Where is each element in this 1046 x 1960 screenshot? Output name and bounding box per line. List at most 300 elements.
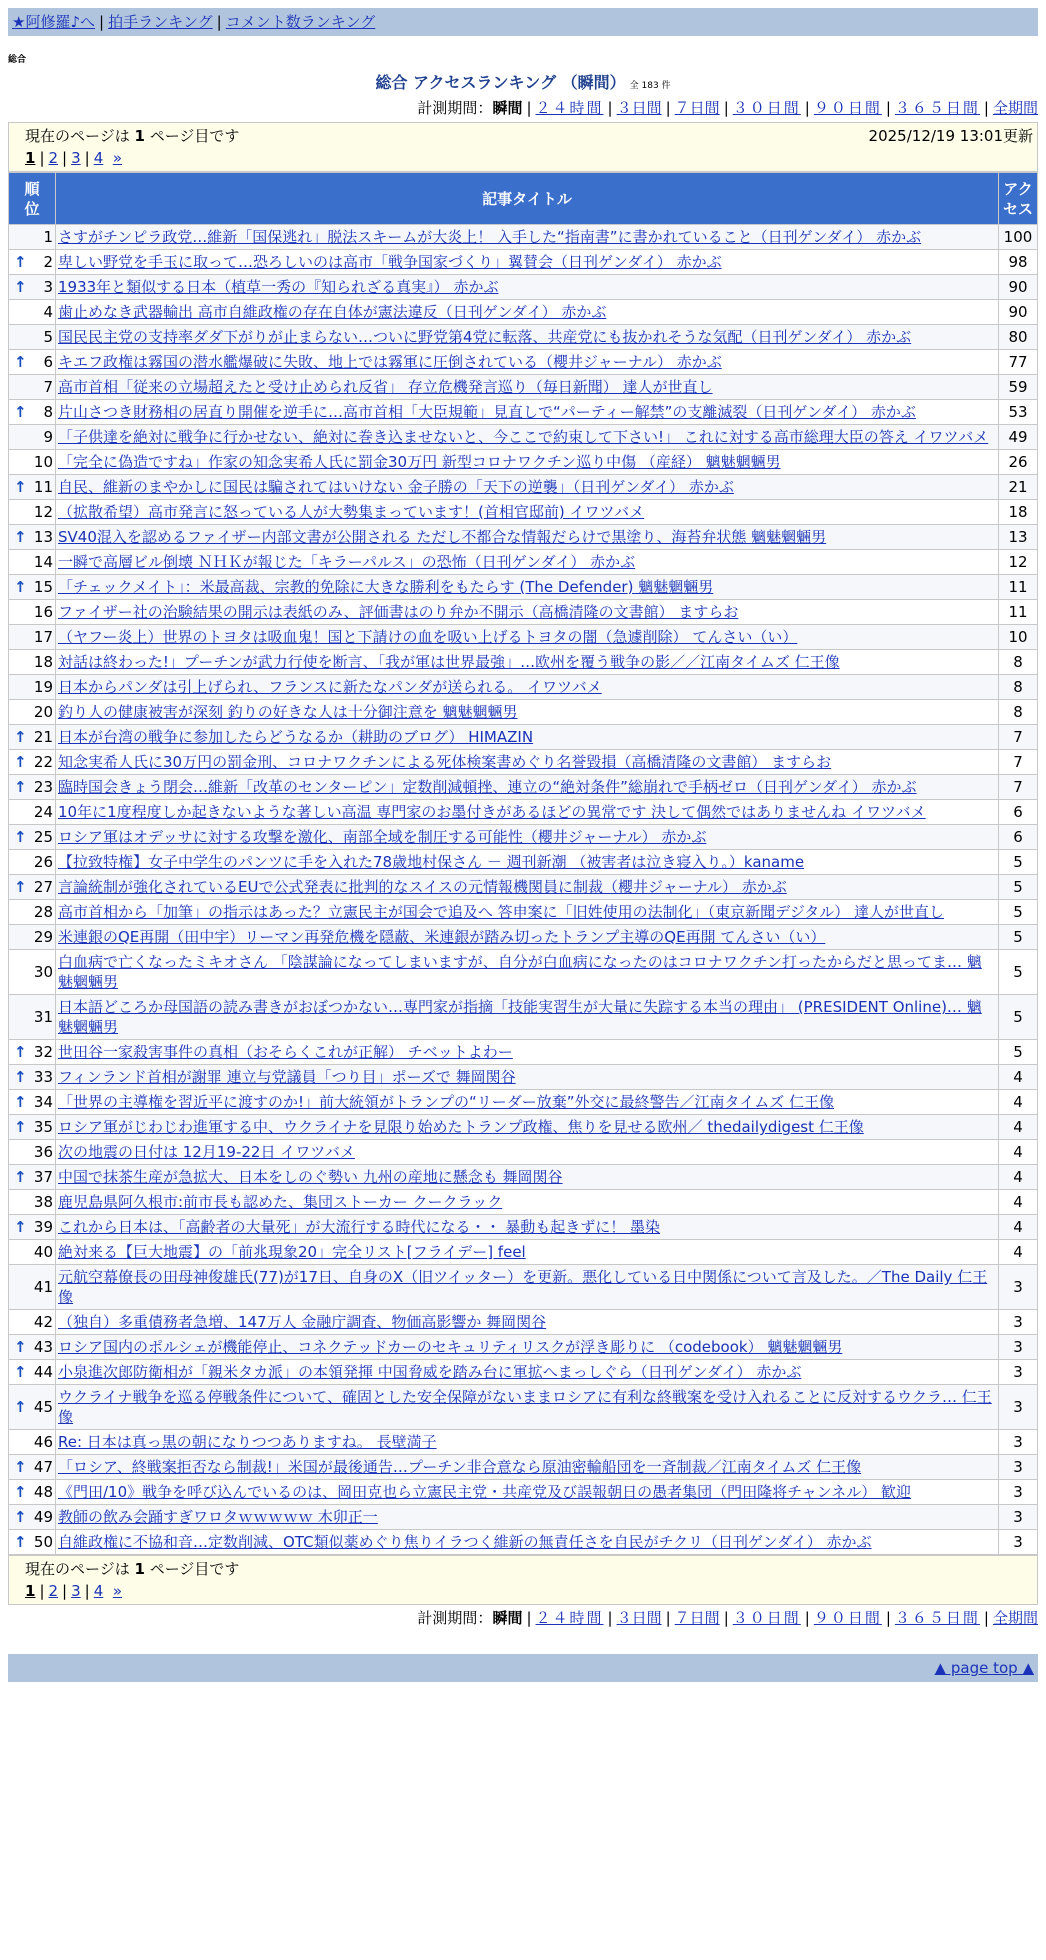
article-title-link[interactable]: 国民民主党の支持率ダダ下がりが止まらない…ついに野党第4党に転落、共産党にも抜かれそうな気配（日刊ゲンダイ） 赤かぶ xyxy=(58,328,912,346)
table-row xyxy=(9,725,1038,750)
article-title-link[interactable]: 自民、維新のまやかしに国民は騙されてはいけない 金子勝の「天下の逆襲」（日刊ゲンダイ） 赤かぶ xyxy=(58,478,734,496)
article-title-link[interactable]: Re: 日本は真っ黒の朝になりつつありますね。 長壁満子 xyxy=(58,1433,437,1451)
page-status-pre: 現在のページは xyxy=(25,127,135,145)
header-access: アクセス xyxy=(999,173,1038,225)
rank-number: 8 xyxy=(43,403,53,421)
rank-cell xyxy=(9,1385,56,1430)
article-title-link[interactable]: 白血病で亡くなったミキオさん 「陰謀論になってしまいますが、自分が白血病になったのはコロナワクチン打ったからだと思ってま… 魑魅魍魎男 xyxy=(58,953,982,991)
pager-top: 現在のページは 1 ページ目です 2025/12/19 13:01更新 1 | 2 | 3 | 4 » xyxy=(8,122,1038,172)
rank-number: 12 xyxy=(33,503,53,521)
table-row xyxy=(9,700,1038,725)
article-title-link[interactable]: ロシア軍はオデッサに対する攻撃を激化、南部全域を制圧する可能性（櫻井ジャーナル） 赤かぶ xyxy=(58,828,707,846)
rank-number: 30 xyxy=(33,963,53,981)
page-status-pre-bottom: 現在のページは xyxy=(25,1560,135,1578)
article-title-link[interactable]: ロシア軍がじわじわ進軍する中、ウクライナを見限り始めたトランプ政権、焦りを見せる欧州／ thedailydigest 仁王像 xyxy=(58,1118,864,1136)
article-title-link[interactable]: 日本が台湾の戦争に参加したらどうなるか（耕助のブログ） HIMAZIN xyxy=(58,728,534,746)
rank-number: 23 xyxy=(33,778,53,796)
period-all-link[interactable]: 全期間 xyxy=(992,99,1038,117)
table-row xyxy=(9,225,1038,250)
access-count: 5 xyxy=(999,900,1038,925)
article-title-link[interactable]: 卑しい野党を手玉に取って…恐ろしいのは高市「戦争国家づくり」翼賛会（日刊ゲンダイ） 赤かぶ xyxy=(58,253,722,271)
article-title-link[interactable]: 「子供達を絶対に戦争に行かせない、絶対に巻き込ませないと、今ここで約束して下さい!」 これに対する高市総理大臣の答え イワツバメ xyxy=(58,428,989,446)
article-title-link[interactable]: 日本からパンダは引上げられ、フランスに新たなパンダが送られる。 イワツバメ xyxy=(58,678,602,696)
rank-number: 43 xyxy=(33,1338,53,1356)
article-title-link[interactable]: 自維政権に不協和音…定数削減、OTC類似薬めぐり焦りイラつく維新の無責任さを自民がチクリ（日刊ゲンダイ） 赤かぶ xyxy=(58,1533,872,1551)
title-cell xyxy=(56,950,999,995)
page-top-link[interactable]: ▲ page top ▲ xyxy=(934,1659,1034,1677)
pager-bottom: 現在のページは 1 ページ目です 1 | 2 | 3 | 4 » xyxy=(8,1555,1038,1605)
title-cell xyxy=(56,400,999,425)
article-title-link[interactable]: 絶対来る【巨大地震】の「前兆現象20」完全リスト[フライデー] feel xyxy=(58,1243,526,1261)
table-row xyxy=(9,1360,1038,1385)
article-title-link[interactable]: これから日本は、「高齢者の大量死」が大流行する時代になる・・ 暴動も起きずに！ 墨染 xyxy=(58,1218,661,1236)
title-cell xyxy=(56,500,999,525)
title-cell xyxy=(56,825,999,850)
rank-cell xyxy=(9,900,56,925)
period-current-bottom: 瞬間 xyxy=(492,1609,523,1627)
rank-cell xyxy=(9,1090,56,1115)
rank-cell xyxy=(9,425,56,450)
title-cell xyxy=(56,1360,999,1385)
access-count: 3 xyxy=(999,1385,1038,1430)
article-title-link[interactable]: ロシア国内のポルシェが機能停止、コネクテッドカーのセキュリティリスクが浮き彫りに （codebook） 魑魅魍魎男 xyxy=(58,1338,843,1356)
header-rank: 順位 xyxy=(9,173,56,225)
period-3d-link[interactable]: ３日間 xyxy=(616,99,662,117)
rank-cell xyxy=(9,875,56,900)
title-cell xyxy=(56,1265,999,1310)
rank-cell xyxy=(9,1310,56,1335)
page-link-3[interactable]: 3 xyxy=(71,149,81,167)
access-count: 53 xyxy=(999,400,1038,425)
article-title-link[interactable]: SV40混入を認めるファイザー内部文書が公開される ただし不都合な情報だらけで黒塗り、海苔弁状態 魑魅魍魎男 xyxy=(58,528,827,546)
article-title-link[interactable]: 歯止めなき武器輸出 高市自維政権の存在自体が憲法違反（日刊ゲンダイ） 赤かぶ xyxy=(58,303,607,321)
rank-number: 9 xyxy=(43,428,53,446)
period-7d-link-bottom[interactable]: ７日間 xyxy=(674,1609,720,1627)
table-row xyxy=(9,425,1038,450)
rank-up-arrow-icon: ↑ xyxy=(14,1363,27,1381)
table-row xyxy=(9,625,1038,650)
table-row xyxy=(9,525,1038,550)
rank-cell xyxy=(9,400,56,425)
title-cell xyxy=(56,1190,999,1215)
article-title-link[interactable]: 「世界の主導権を習近平に渡すのか!」前大統領がトランプの“リーダー放棄”外交に最終警告／江南タイムズ 仁王像 xyxy=(58,1093,835,1111)
title-cell xyxy=(56,1140,999,1165)
rank-number: 34 xyxy=(33,1093,53,1111)
access-count: 5 xyxy=(999,1040,1038,1065)
rank-number: 29 xyxy=(33,928,53,946)
access-count: 4 xyxy=(999,1240,1038,1265)
article-title-link[interactable]: （ヤフー炎上）世界のトヨタは吸血鬼！国と下請けの血を吸い上げるトヨタの闇（急遽削除） てんさい（い） xyxy=(58,628,798,646)
table-row xyxy=(9,1115,1038,1140)
rank-up-arrow-icon: ↑ xyxy=(14,478,27,496)
article-title-link[interactable]: 臨時国会きょう閉会…維新「改革のセンターピン」定数削減頓挫、連立の“絶対条件”総崩れで手柄ゼロ（日刊ゲンダイ） 赤かぶ xyxy=(58,778,917,796)
access-count: 10 xyxy=(999,625,1038,650)
table-row xyxy=(9,1140,1038,1165)
access-count: 98 xyxy=(999,250,1038,275)
table-row xyxy=(9,875,1038,900)
access-count: 3 xyxy=(999,1335,1038,1360)
article-title-link[interactable]: 日本語どころか母国語の読み書きがおぼつかない…専門家が指摘「技能実習生が大量に失踪する本当の理由」 (PRESIDENT Online)… 魑魅魍魎男 xyxy=(58,998,982,1036)
title-cell xyxy=(56,650,999,675)
table-row xyxy=(9,1455,1038,1480)
rank-up-arrow-icon: ↑ xyxy=(14,1168,27,1186)
rank-up-arrow-icon: ↑ xyxy=(14,403,27,421)
article-title-link[interactable]: 中国で抹茶生産が急拡大、日本をしのぐ勢い 九州の産地に懸念も 舞岡関谷 xyxy=(58,1168,563,1186)
title-cell xyxy=(56,1090,999,1115)
access-count: 6 xyxy=(999,800,1038,825)
rank-number: 3 xyxy=(43,278,53,296)
article-title-link[interactable]: 世田谷一家殺害事件の真相（おそらくこれが正解） チベットよわー xyxy=(58,1043,513,1061)
rank-cell xyxy=(9,500,56,525)
rank-cell xyxy=(9,1455,56,1480)
next-page-link-bottom[interactable]: » xyxy=(112,1582,122,1600)
table-row xyxy=(9,950,1038,995)
title-cell xyxy=(56,700,999,725)
access-count: 11 xyxy=(999,575,1038,600)
article-title-link[interactable]: 10年に1度程度しか起きないような著しい高温 専門家のお墨付きがあるほどの異常です 決して偶然ではありませんね イワツバメ xyxy=(58,803,926,821)
access-count: 100 xyxy=(999,225,1038,250)
page-link-2[interactable]: 2 xyxy=(48,149,59,167)
rank-number: 41 xyxy=(33,1278,53,1296)
title-cell xyxy=(56,675,999,700)
rank-number: 18 xyxy=(33,653,53,671)
title-cell xyxy=(56,475,999,500)
period-24h-link-bottom[interactable]: ２４時間 xyxy=(535,1609,604,1627)
access-count: 7 xyxy=(999,750,1038,775)
rank-number: 19 xyxy=(33,678,53,696)
article-title-link[interactable]: 高市首相「従来の立場超えたと受け止められ反省」 存立危機発言巡り（毎日新聞） 達人が世直し xyxy=(58,378,713,396)
access-count: 8 xyxy=(999,675,1038,700)
period-selector: 計測期間：瞬間 | ２４時間 | ３日間 | ７日間 | ３０日間 | ９０日間 | ３６５日間 | 全期間 xyxy=(417,99,1038,117)
access-count: 13 xyxy=(999,525,1038,550)
rank-cell xyxy=(9,475,56,500)
rank-cell xyxy=(9,725,56,750)
rank-number: 10 xyxy=(33,453,53,471)
rank-cell xyxy=(9,825,56,850)
applause-ranking-link[interactable]: 拍手ランキング xyxy=(108,13,213,31)
access-count: 4 xyxy=(999,1190,1038,1215)
page-link-4[interactable]: 4 xyxy=(93,149,104,167)
rank-number: 50 xyxy=(33,1533,53,1551)
table-row xyxy=(9,325,1038,350)
rank-number: 21 xyxy=(33,728,53,746)
title-cell xyxy=(56,995,999,1040)
rank-up-arrow-icon: ↑ xyxy=(14,828,27,846)
rank-up-arrow-icon: ↑ xyxy=(14,878,27,896)
article-title-link[interactable]: 一瞬で高層ビル倒壊 ＮＨＫが報じた「キラーパルス」の恐怖（日刊ゲンダイ） 赤かぶ xyxy=(58,553,636,571)
rank-cell xyxy=(9,850,56,875)
rank-up-arrow-icon: ↑ xyxy=(14,1508,27,1526)
rank-number: 42 xyxy=(33,1313,53,1331)
title-cell xyxy=(56,1335,999,1360)
article-title-link[interactable]: 「完全に偽造ですね」作家の知念実希人氏に罰金30万円 新型コロナワクチン巡り中傷 （産経） 魑魅魍魎男 xyxy=(58,453,781,471)
rank-number: 27 xyxy=(33,878,53,896)
title-cell xyxy=(56,600,999,625)
rank-cell xyxy=(9,925,56,950)
table-row xyxy=(9,650,1038,675)
rank-up-arrow-icon: ↑ xyxy=(14,1338,27,1356)
period-90d-link[interactable]: ９０日間 xyxy=(813,99,882,117)
access-count: 7 xyxy=(999,725,1038,750)
title-cell xyxy=(56,1115,999,1140)
title-cell xyxy=(56,300,999,325)
ranking-table xyxy=(8,172,1038,1555)
article-title-link[interactable]: 《門田/10》戦争を呼び込んでいるのは、岡田克也ら立憲民主党・共産党及び誤報朝日の愚者集団（門田隆将チャンネル） 歓迎 xyxy=(58,1483,912,1501)
total-count: 全 183 件 xyxy=(629,81,671,91)
title-cell xyxy=(56,1065,999,1090)
rank-number: 1 xyxy=(43,228,53,246)
period-30d-link-bottom[interactable]: ３０日間 xyxy=(732,1609,801,1627)
rank-cell xyxy=(9,550,56,575)
title-cell xyxy=(56,625,999,650)
page-link-4-bottom[interactable]: 4 xyxy=(93,1582,104,1600)
rank-cell xyxy=(9,675,56,700)
article-title-link[interactable]: 高市首相から「加筆」の指示はあった？立憲民主が国会で追及へ 答申案に「旧姓使用の法制化」（東京新聞デジタル） 達人が世直し xyxy=(58,903,944,921)
title-cell xyxy=(56,1310,999,1335)
footer-bar xyxy=(8,1654,1038,1682)
table-row xyxy=(9,1165,1038,1190)
access-count: 8 xyxy=(999,700,1038,725)
page-link-2-bottom[interactable]: 2 xyxy=(48,1582,59,1600)
page-status-post: ページ目です xyxy=(144,127,240,145)
rank-up-arrow-icon: ↑ xyxy=(14,1068,27,1086)
title-cell xyxy=(56,850,999,875)
access-count: 4 xyxy=(999,1065,1038,1090)
period-current: 瞬間 xyxy=(492,99,523,117)
title-cell xyxy=(56,1505,999,1530)
access-count: 4 xyxy=(999,1090,1038,1115)
title-cell xyxy=(56,775,999,800)
rank-number: 40 xyxy=(33,1243,53,1261)
rank-cell xyxy=(9,1505,56,1530)
title-cell xyxy=(56,450,999,475)
title-cell xyxy=(56,550,999,575)
table-row xyxy=(9,350,1038,375)
rank-number: 31 xyxy=(33,1008,53,1026)
access-count: 26 xyxy=(999,450,1038,475)
article-title-link[interactable]: 「チェックメイト」：米最高裁、宗教的免除に大きな勝利をもたらす (The Defender) 魑魅魍魎男 xyxy=(58,578,714,596)
title-cell xyxy=(56,1430,999,1455)
article-title-link[interactable]: さすがチンピラ政党…維新「国保逃れ」脱法スキームが大炎上！ 入手した“指南書”に書かれていること（日刊ゲンダイ） 赤かぶ xyxy=(58,228,922,246)
updated-timestamp: 2025/12/19 13:01更新 xyxy=(868,127,1033,145)
access-count: 5 xyxy=(999,950,1038,995)
title-cell xyxy=(56,375,999,400)
rank-number: 44 xyxy=(33,1363,53,1381)
table-row xyxy=(9,775,1038,800)
table-row xyxy=(9,400,1038,425)
rank-cell xyxy=(9,1215,56,1240)
rank-cell xyxy=(9,250,56,275)
rank-cell xyxy=(9,950,56,995)
article-title-link[interactable]: 鹿児島県阿久根市:前市長も認めた、集団ストーカー クークラック xyxy=(58,1193,503,1211)
table-row xyxy=(9,825,1038,850)
access-count: 6 xyxy=(999,825,1038,850)
access-count: 90 xyxy=(999,275,1038,300)
rank-cell xyxy=(9,375,56,400)
period-3d-link-bottom[interactable]: ３日間 xyxy=(616,1609,662,1627)
period-7d-link[interactable]: ７日間 xyxy=(674,99,720,117)
article-title-link[interactable]: フィンランド首相が謝罪 連立与党議員「つり目」ポーズで 舞岡関谷 xyxy=(58,1068,516,1086)
period-90d-link-bottom[interactable]: ９０日間 xyxy=(813,1609,882,1627)
rank-number: 20 xyxy=(33,703,53,721)
table-row xyxy=(9,450,1038,475)
article-title-link[interactable]: 1933年と類似する日本（植草一秀の『知られざる真実』） 赤かぶ xyxy=(58,278,499,296)
rank-number: 46 xyxy=(33,1433,53,1451)
rank-cell xyxy=(9,625,56,650)
article-title-link[interactable]: 次の地震の日付は 12月19-22日 イワツバメ xyxy=(58,1143,355,1161)
table-row xyxy=(9,750,1038,775)
title-cell xyxy=(56,1215,999,1240)
rank-up-arrow-icon: ↑ xyxy=(14,353,27,371)
page-title-text: 総合 アクセスランキング （瞬間） xyxy=(375,73,626,92)
rank-up-arrow-icon: ↑ xyxy=(14,728,27,746)
title-cell xyxy=(56,800,999,825)
period-30d-link[interactable]: ３０日間 xyxy=(732,99,801,117)
access-count: 59 xyxy=(999,375,1038,400)
table-row xyxy=(9,475,1038,500)
asyura-home-link[interactable]: ★阿修羅♪へ xyxy=(12,13,96,31)
article-title-link[interactable]: 【拉致特権】女子中学生のパンツに手を入れた78歳地村保さん － 週刊新潮 （被害者は泣き寝入り。）kaname xyxy=(58,853,805,871)
article-title-link[interactable]: 対話は終わった!」プーチンが武力行使を断言、「我が軍は世界最強」…欧州を覆う戦争の影／／江南タイムズ 仁王像 xyxy=(58,653,840,671)
rank-number: 6 xyxy=(43,353,53,371)
article-title-link[interactable]: 教師の飲み会踊すぎワロタｗｗｗｗｗ 木卯正一 xyxy=(58,1508,378,1526)
title-cell xyxy=(56,525,999,550)
rank-up-arrow-icon: ↑ xyxy=(14,1218,27,1236)
article-title-link[interactable]: キエフ政権は霧国の潜水艦爆破に失敗、地上では霧軍に圧倒されている（櫻井ジャーナル） 赤かぶ xyxy=(58,353,722,371)
rank-cell xyxy=(9,650,56,675)
title-cell xyxy=(56,325,999,350)
article-title-link[interactable]: 「ロシア、終戦案拒否なら制裁!」米国が最後通告…プーチン非合意なら原油密輸船団を一斉制裁／江南タイムズ 仁王像 xyxy=(58,1458,862,1476)
page-link-1-bottom[interactable]: 1 xyxy=(25,1582,36,1600)
table-row xyxy=(9,375,1038,400)
rank-up-arrow-icon: ↑ xyxy=(14,1398,27,1416)
rank-cell xyxy=(9,325,56,350)
table-row xyxy=(9,1090,1038,1115)
rank-up-arrow-icon: ↑ xyxy=(14,1458,27,1476)
rank-up-arrow-icon: ↑ xyxy=(14,753,27,771)
access-count: 3 xyxy=(999,1455,1038,1480)
page-link-1[interactable]: 1 xyxy=(25,149,36,167)
table-row xyxy=(9,250,1038,275)
rank-up-arrow-icon: ↑ xyxy=(14,1483,27,1501)
rank-number: 45 xyxy=(33,1398,53,1416)
period-365d-link-bottom[interactable]: ３６５日間 xyxy=(894,1609,980,1627)
article-title-link[interactable]: 元航空幕僚長の田母神俊雄氏(77)が17日、自身のX（旧ツイッター）を更新。悪化している日中関係について言及した。／The Daily 仁王像 xyxy=(58,1268,988,1306)
rank-cell xyxy=(9,1530,56,1555)
table-row xyxy=(9,900,1038,925)
comment-ranking-link[interactable]: コメント数ランキング xyxy=(225,13,376,31)
rank-number: 36 xyxy=(33,1143,53,1161)
article-title-link[interactable]: ウクライナ戦争を巡る停戦条件について、確固とした安全保障がないままロシアに有利な終戦案を受け入れることに反対するウクラ… 仁王像 xyxy=(58,1388,992,1426)
period-label: 計測期間： xyxy=(417,99,493,117)
period-24h-link[interactable]: ２４時間 xyxy=(535,99,604,117)
access-count: 5 xyxy=(999,995,1038,1040)
period-label-bottom: 計測期間： xyxy=(417,1609,493,1627)
rank-number: 4 xyxy=(43,303,53,321)
access-count: 4 xyxy=(999,1165,1038,1190)
title-cell xyxy=(56,425,999,450)
period-365d-link[interactable]: ３６５日間 xyxy=(894,99,980,117)
rank-number: 5 xyxy=(43,328,53,346)
article-title-link[interactable]: 片山さつき財務相の居直り開催を逆手に…高市首相「大臣規範」見直しで“パーティー解禁”の支離滅裂（日刊ゲンダイ） 赤かぶ xyxy=(58,403,916,421)
rank-number: 32 xyxy=(33,1043,53,1061)
rank-cell xyxy=(9,1480,56,1505)
header-title: 記事タイトル xyxy=(56,173,999,225)
access-count: 3 xyxy=(999,1430,1038,1455)
article-title-link[interactable]: 知念実希人氏に30万円の罰金刑、コロナワクチンによる死体検案書めぐり名誉毀損（高橋清隆の文書館） ますらお xyxy=(58,753,832,771)
page-title xyxy=(8,70,1038,93)
rank-number: 49 xyxy=(33,1508,53,1526)
table-row xyxy=(9,1190,1038,1215)
title-cell xyxy=(56,1385,999,1430)
article-title-link[interactable]: （独自）多重債務者急増、147万人 金融庁調査、物価高影響か 舞岡関谷 xyxy=(58,1313,547,1331)
rank-cell xyxy=(9,1430,56,1455)
rank-cell xyxy=(9,775,56,800)
table-row xyxy=(9,1065,1038,1090)
access-count: 3 xyxy=(999,1480,1038,1505)
top-nav-bar: ★阿修羅♪へ | 拍手ランキング | コメント数ランキング xyxy=(8,8,1038,36)
rank-number: 17 xyxy=(33,628,53,646)
article-title-link[interactable]: 米連銀のQE再開（田中宇）リーマン再発危機を隠蔽、米連銀が踏み切ったトランプ主導のQE再開 てんさい（い） xyxy=(58,928,826,946)
article-title-link[interactable]: 釣り人の健康被害が深刻 釣りの好きな人は十分御注意を 魑魅魍魎男 xyxy=(58,703,518,721)
article-title-link[interactable]: （拡散希望）高市発言に怒っている人が大勢集まっています！(首相官邸前) イワツバメ xyxy=(58,503,645,521)
article-title-link[interactable]: 小泉進次郎防衛相が「親米タカ派」の本領発揮 中国脅威を踏み台に軍拡へまっしぐら（日刊ゲンダイ） 赤かぶ xyxy=(58,1363,802,1381)
table-row xyxy=(9,995,1038,1040)
period-all-link-bottom[interactable]: 全期間 xyxy=(992,1609,1038,1627)
title-cell xyxy=(56,750,999,775)
table-row xyxy=(9,925,1038,950)
table-row xyxy=(9,1265,1038,1310)
rank-cell xyxy=(9,300,56,325)
table-row xyxy=(9,1310,1038,1335)
title-cell xyxy=(56,1480,999,1505)
rank-cell xyxy=(9,995,56,1040)
rank-number: 24 xyxy=(33,803,53,821)
access-count: 4 xyxy=(999,1140,1038,1165)
rank-number: 39 xyxy=(33,1218,53,1236)
rank-number: 11 xyxy=(33,478,53,496)
rank-number: 28 xyxy=(33,903,53,921)
rank-cell xyxy=(9,700,56,725)
page-link-3-bottom[interactable]: 3 xyxy=(71,1582,81,1600)
rank-number: 14 xyxy=(33,553,53,571)
rank-up-arrow-icon: ↑ xyxy=(14,1118,27,1136)
access-count: 77 xyxy=(999,350,1038,375)
access-count: 5 xyxy=(999,925,1038,950)
rank-cell xyxy=(9,525,56,550)
access-count: 3 xyxy=(999,1505,1038,1530)
access-count: 5 xyxy=(999,850,1038,875)
rank-cell xyxy=(9,350,56,375)
title-cell xyxy=(56,1240,999,1265)
next-page-link[interactable]: » xyxy=(112,149,122,167)
access-count: 3 xyxy=(999,1265,1038,1310)
rank-cell xyxy=(9,575,56,600)
rank-number: 35 xyxy=(33,1118,53,1136)
rank-cell xyxy=(9,1040,56,1065)
article-title-link[interactable]: 言論統制が強化されているEUで公式発表に批判的なスイスの元情報機関員に制裁（櫻井ジャーナル） 赤かぶ xyxy=(58,878,787,896)
table-row xyxy=(9,675,1038,700)
title-cell xyxy=(56,1165,999,1190)
title-cell xyxy=(56,1455,999,1480)
article-title-link[interactable]: ファイザー社の治験結果の開示は表紙のみ、評価書はのり弁か不開示（高橋清隆の文書館） ますらお xyxy=(58,603,739,621)
access-count: 5 xyxy=(999,875,1038,900)
rank-cell xyxy=(9,800,56,825)
rank-cell xyxy=(9,1140,56,1165)
table-row xyxy=(9,500,1038,525)
table-row xyxy=(9,300,1038,325)
access-count: 4 xyxy=(999,1115,1038,1140)
